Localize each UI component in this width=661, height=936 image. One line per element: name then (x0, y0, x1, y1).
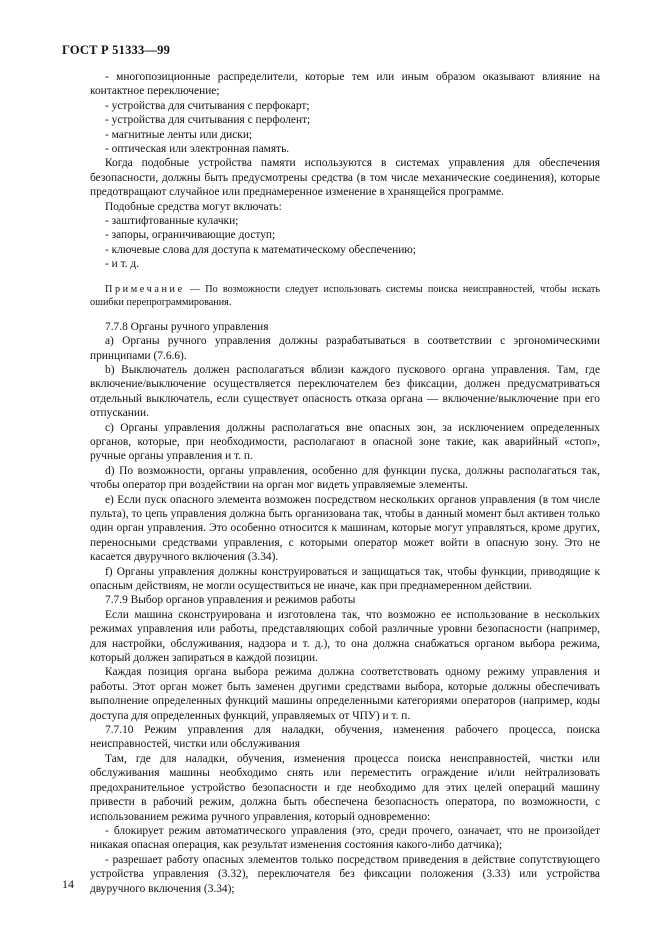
paragraph: - разрешает работу опасных элементов только посредством приведения в действие сопутствующего устройства управления (3.32), переключателя без фиксации положения (3.33) или устройства двуручного включения (3.34); (90, 853, 600, 895)
paragraph: b) Выключатель должен располагаться вблизи каждого пускового органа управления. Там, где включение/выключение осуществляется переключателем без фиксации, должен предусматриваться отдельный выключатель, если существует опасность отказа органа — включение/выключение при его отпускании. (90, 363, 600, 420)
note-label: Примечание (105, 283, 185, 295)
paragraph: - запоры, ограничивающие доступ; (105, 229, 276, 242)
page-number: 14 (62, 877, 74, 891)
paragraph: - многопозиционные распределители, которые тем или иным образом оказывают влияние на контактное переключение; (90, 71, 600, 98)
paragraph: - ключевые слова для доступа к математическому обеспечению; (105, 243, 416, 256)
paragraph: - оптическая или электронная память. (105, 143, 290, 156)
paragraph: Если машина сконструирована и изготовлена так, что возможно ее использование в нескольких режимах управления или работы, представляющих собой различные уровни безопасности (например, для настройки, обслуживания, надзора и т. д.), то она должна снабжаться органом выбора режима, который должен запираться в каждой позиции. (90, 608, 600, 665)
paragraph: f) Органы управления должны конструироваться и защищаться так, чтобы функции, приводящие к опасным действиям, не могли осуществиться не иначе, как при преднамеренном действии. (90, 565, 600, 592)
document-header: ГОСТ Р 51333—99 (62, 43, 171, 57)
paragraph: - блокирует режим автоматического управления (это, среди прочего, означает, что не произойдет никакая опасная операция, как результат изменения состояния какого-либо датчика); (90, 824, 600, 852)
paragraph: - заштифтованные кулачки; (105, 215, 239, 228)
paragraph: d) По возможности, органы управления, особенно для функции пуска, должны располагаться так, чтобы оператор при воздействии на орган мог видеть управляемые элементы. (90, 464, 600, 492)
paragraph: - устройства для считывания с перфокарт; (105, 99, 310, 112)
section-heading: 7.7.8 Органы ручного управления (105, 320, 269, 333)
paragraph: Подобные средства могут включать: (105, 200, 282, 213)
paragraph: - и т. д. (105, 258, 140, 271)
paragraph: Когда подобные устройства памяти используются в системах управления для обеспечения безопасности, должны быть предусмотрены средства (в том числе механические соединения), которые предотвращают случайное или преднамеренное изменение в хранящейся программе. (90, 157, 600, 199)
section-heading: 7.7.9 Выбор органов управления и режимов работы (105, 594, 356, 607)
document-body (90, 70, 600, 896)
note-text: — По возможности следует использовать системы поиска неисправностей, чтобы искать ошибки перепрограммирования. (90, 283, 600, 308)
paragraph: - магнитные ленты или диски; (105, 128, 253, 141)
paragraph: Каждая позиция органа выбора режима должна соответствовать одному режиму управления и работы. Этот орган может быть заменен другими средствами выбора, которые должны обеспечивать выполнение определенных функций машины определенными категориями операторов (например, коды доступа для определенных функций, управляемых от ЧПУ) и т. п. (90, 666, 600, 722)
section-heading: 7.7.10 Режим управления для наладки, обучения, изменения рабочего процесса, поиска неисправностей, чистки или обслуживания (90, 724, 600, 751)
paragraph: e) Если пуск опасного элемента возможен посредством нескольких органов управления (в том числе пульта), то цепь управления должна быть организована так, чтобы в данный момент был активен только один орган управления. Это особенно относится к машинам, которые могут управляться, кроме других, переносными средствами управления, с которыми оператор может войти в опасную зону. Это не касается двуручного включения (3.34). (90, 493, 600, 564)
note-paragraph (90, 283, 600, 309)
paragraph: - устройства для считывания с перфолент; (105, 114, 311, 127)
paragraph: a) Органы ручного управления должны разрабатываться в соответствии с эргономическими принципами (7.6.6). (90, 335, 600, 362)
paragraph: c) Органы управления должны располагаться вне опасных зон, за исключением определенных органов, которые, при необходимости, располагают в опасной зоне такие, как аварийный «стоп», ручные органы управления и т. п. (90, 421, 600, 463)
paragraph: Там, где для наладки, обучения, изменения процесса поиска неисправностей, чистки или обслуживания машины необходимо снять или переместить ограждение и/или нейтрализовать предохранительное устройство безопасности и где необходимо для этих целей операций машину привести в рабочий режим, должна быть обеспечена безопасность оператора, по возможности, с использованием режима ручного управления, который одновременно: (90, 752, 600, 823)
